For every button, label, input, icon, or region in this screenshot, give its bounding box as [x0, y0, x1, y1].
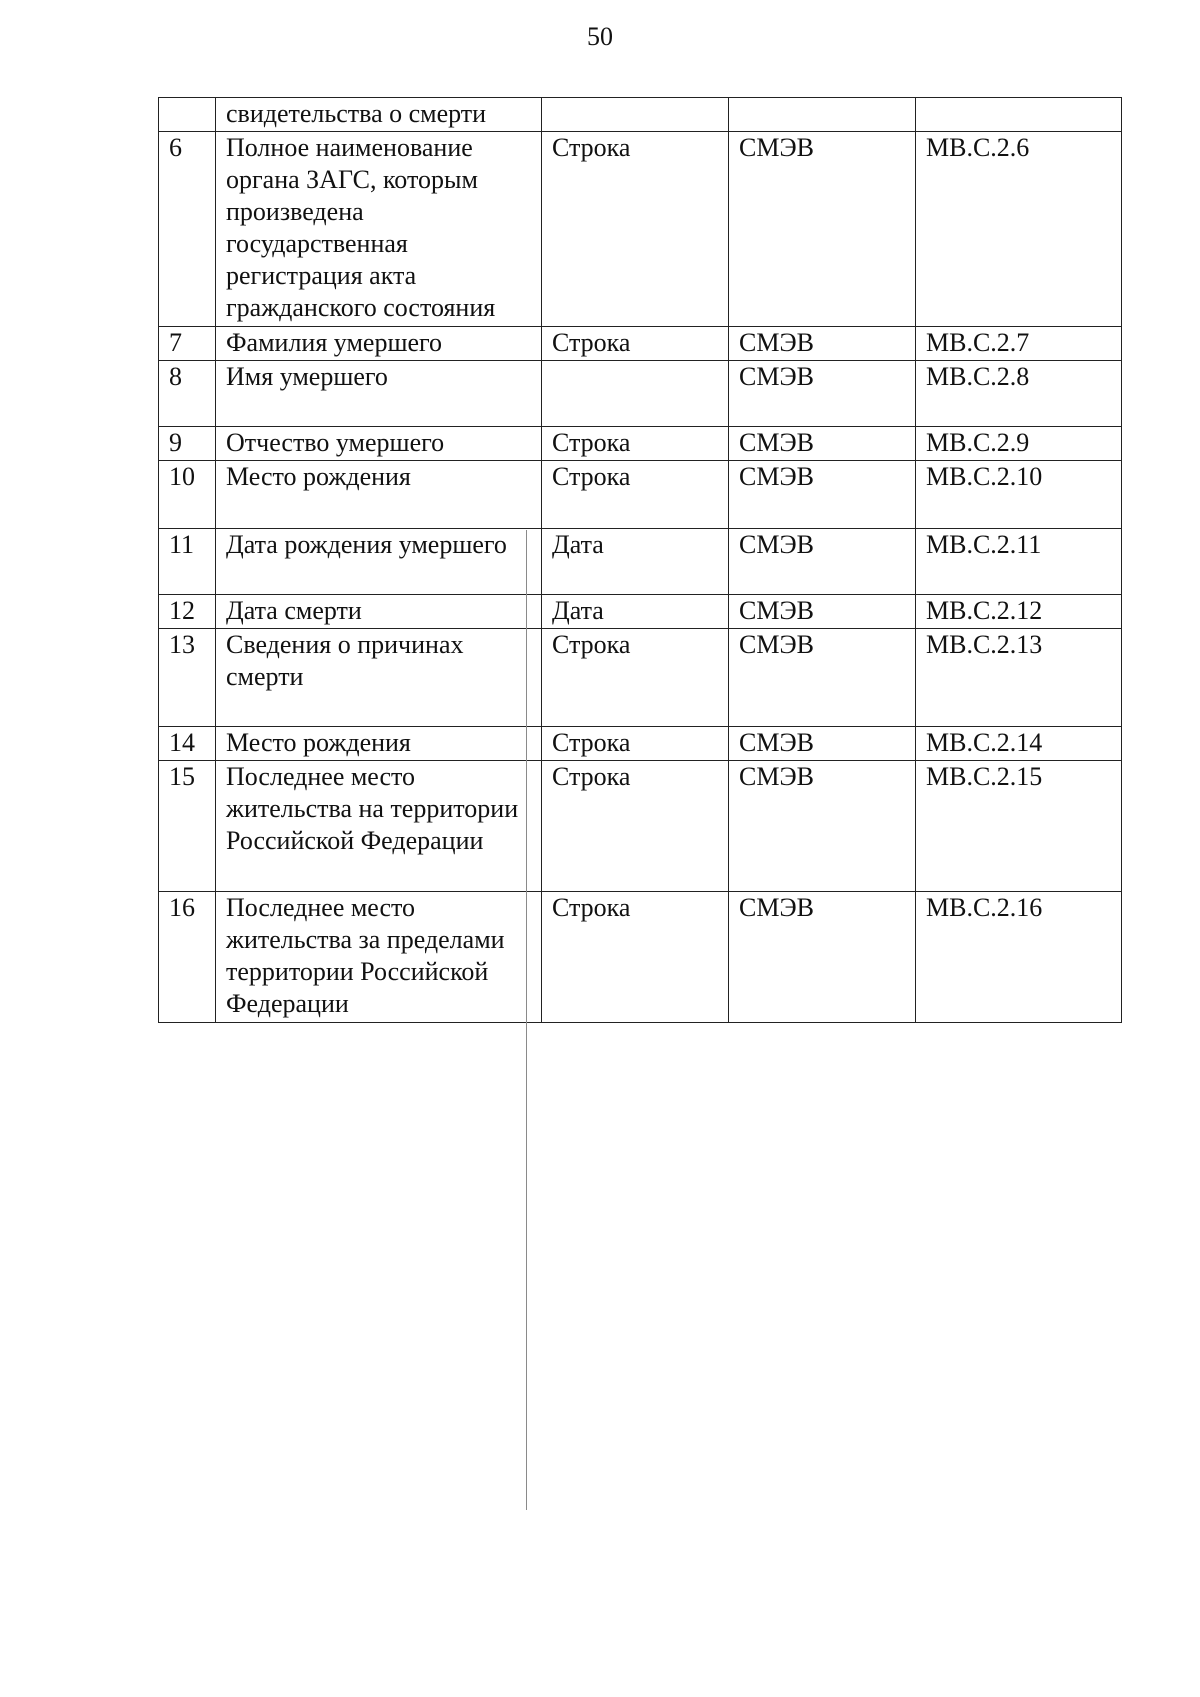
field-code-cell: MB.C.2.9: [916, 427, 1122, 461]
field-code-cell: MB.C.2.14: [916, 727, 1122, 761]
field-name-cell: свидетельства о смерти: [216, 98, 542, 132]
field-type-cell: [542, 361, 729, 427]
field-name-cell: Дата смерти: [216, 595, 542, 629]
table-row: [159, 529, 1122, 595]
field-source-cell: СМЭВ: [729, 629, 916, 727]
field-code-cell: MB.C.2.10: [916, 461, 1122, 529]
page-number: 50: [587, 22, 613, 51]
field-name-cell: Место рождения: [216, 461, 542, 529]
table-row: [159, 132, 1122, 327]
row-number-cell: 13: [159, 629, 216, 727]
scan-artifact-line: [526, 530, 527, 1510]
field-code-cell: MB.C.2.7: [916, 327, 1122, 361]
field-type-cell: Строка: [542, 629, 729, 727]
field-code-cell: MB.C.2.11: [916, 529, 1122, 595]
row-number-cell: 8: [159, 361, 216, 427]
field-source-cell: СМЭВ: [729, 529, 916, 595]
field-type-cell: Дата: [542, 529, 729, 595]
field-type-cell: Строка: [542, 327, 729, 361]
field-code-cell: MB.C.2.12: [916, 595, 1122, 629]
field-name-cell: Последнее место жительства за пределами территории Российской Федерации: [216, 892, 542, 1023]
field-source-cell: СМЭВ: [729, 595, 916, 629]
field-code-cell: MB.C.2.13: [916, 629, 1122, 727]
table-row: [159, 727, 1122, 761]
field-name-cell: Сведения о причинах смерти: [216, 629, 542, 727]
row-number-cell: 14: [159, 727, 216, 761]
table-row: [159, 361, 1122, 427]
field-code-cell: MB.C.2.8: [916, 361, 1122, 427]
row-number-cell: 9: [159, 427, 216, 461]
field-source-cell: СМЭВ: [729, 132, 916, 327]
field-type-cell: Строка: [542, 461, 729, 529]
table-row: [159, 892, 1122, 1023]
field-type-cell: Строка: [542, 727, 729, 761]
field-code-cell: MB.C.2.6: [916, 132, 1122, 327]
field-type-cell: Строка: [542, 132, 729, 327]
field-type-cell: [542, 98, 729, 132]
row-number-cell: 15: [159, 761, 216, 892]
row-number-cell: 6: [159, 132, 216, 327]
field-name-cell: Отчество умершего: [216, 427, 542, 461]
row-number-cell: 16: [159, 892, 216, 1023]
field-name-cell: Место рождения: [216, 727, 542, 761]
field-source-cell: СМЭВ: [729, 892, 916, 1023]
table-row: [159, 327, 1122, 361]
field-source-cell: СМЭВ: [729, 427, 916, 461]
data-table: [158, 97, 1122, 1023]
field-source-cell: СМЭВ: [729, 727, 916, 761]
field-source-cell: СМЭВ: [729, 327, 916, 361]
field-name-cell: Полное наименование органа ЗАГС, которым произведена государственная регистрация акта гражданского состояния: [216, 132, 542, 327]
row-number-cell: 10: [159, 461, 216, 529]
row-number-cell: 11: [159, 529, 216, 595]
field-name-cell: Имя умершего: [216, 361, 542, 427]
field-source-cell: СМЭВ: [729, 461, 916, 529]
field-name-cell: Фамилия умершего: [216, 327, 542, 361]
table-row: [159, 98, 1122, 132]
field-code-cell: MB.C.2.16: [916, 892, 1122, 1023]
field-type-cell: Строка: [542, 427, 729, 461]
field-source-cell: СМЭВ: [729, 361, 916, 427]
row-number-cell: 12: [159, 595, 216, 629]
table-row: [159, 427, 1122, 461]
table-row: [159, 761, 1122, 892]
field-source-cell: [729, 98, 916, 132]
field-code-cell: [916, 98, 1122, 132]
table-row: [159, 461, 1122, 529]
field-name-cell: Последнее место жительства на территории Российской Федерации: [216, 761, 542, 892]
field-name-cell: Дата рождения умершего: [216, 529, 542, 595]
table-row: [159, 629, 1122, 727]
row-number-cell: 7: [159, 327, 216, 361]
field-type-cell: Строка: [542, 761, 729, 892]
table-row: [159, 595, 1122, 629]
field-code-cell: MB.C.2.15: [916, 761, 1122, 892]
field-type-cell: Строка: [542, 892, 729, 1023]
field-type-cell: Дата: [542, 595, 729, 629]
row-number-cell: [159, 98, 216, 132]
field-source-cell: СМЭВ: [729, 761, 916, 892]
